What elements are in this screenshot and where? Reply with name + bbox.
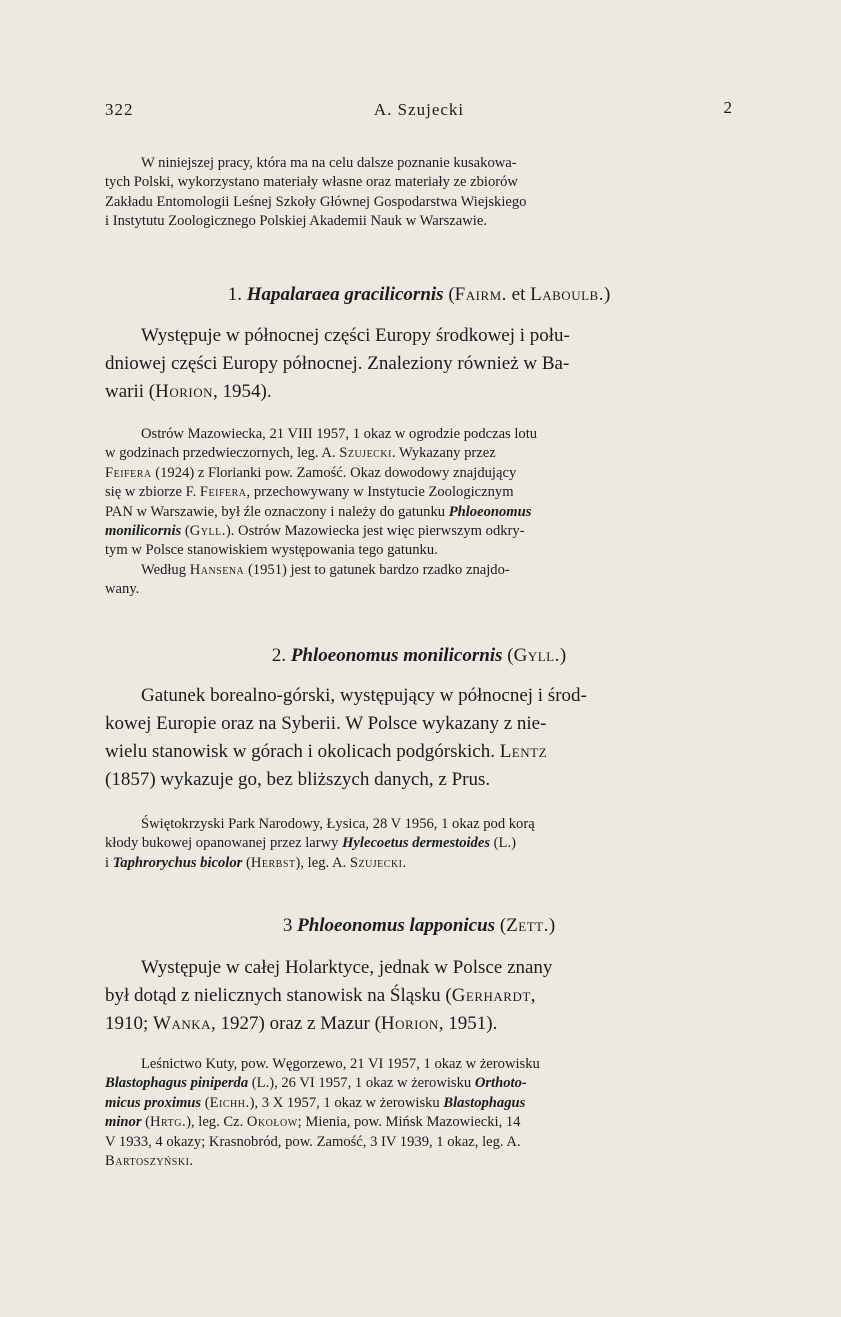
author-name: Herbst (250, 854, 296, 871)
text-run: ), 3 X 1957, 1 okaz w żerowisku (249, 1094, 444, 1111)
text-line: Występuje w północnej części Europy środkowej i połu- (141, 325, 570, 346)
species-name: Hapalaraea gracilicornis (246, 284, 444, 305)
species-2-distribution (105, 682, 733, 794)
text-run: ). Ostrów Mazowiecka jest więc pierwszym odkry- (225, 523, 525, 540)
text-run: , (530, 985, 536, 1006)
author-name: Hrtg. (150, 1114, 187, 1131)
author-name: Eichh. (209, 1094, 250, 1111)
taxon-name: Blastophagus (443, 1094, 526, 1111)
text-line: dniowej części Europy północnej. Znaleziony również w Ba- (105, 353, 570, 374)
text-line (105, 834, 733, 853)
text-line (105, 503, 733, 522)
species-number: 2. (271, 645, 287, 666)
running-header (105, 100, 733, 124)
taxon-name: Orthoto- (474, 1075, 527, 1092)
text-run: ( (201, 1094, 210, 1111)
paren: ( (507, 645, 514, 666)
text-line: Występuje w całej Holarktyce, jednak w Polsce znany (141, 957, 553, 978)
text-run: i (105, 854, 113, 871)
species-number: 3 (282, 915, 293, 936)
species-heading-2 (105, 645, 733, 667)
text-line (105, 854, 733, 873)
signature-mark: 2 (723, 98, 733, 117)
species-authority: Fairm. (454, 284, 507, 305)
text-run: (1924) z Florianki pow. Zamość. Okaz dowodowy znajdujący (151, 464, 517, 481)
species-authority: Gyll. (513, 645, 560, 666)
authority-joiner: et (506, 284, 531, 305)
text-line (105, 1074, 733, 1093)
text-line: Zakładu Entomologii Leśnej Szkoły Głównej Gospodarstwa Wiejskiego (105, 193, 527, 210)
text-run: się w zbiorze F. (105, 484, 200, 501)
text-line (105, 738, 733, 766)
text-run: warii ( (105, 381, 156, 402)
author-name: Hansena (189, 561, 245, 578)
text-run: (L.), 26 VI 1957, 1 okaz w żerowisku (248, 1075, 475, 1092)
text-line (105, 522, 733, 541)
text-run: w godzinach przedwieczornych, leg. A. (105, 445, 340, 462)
text-run: (L.) (490, 835, 516, 852)
text-line: tym w Polsce stanowiskiem występowania tego gatunku. (105, 542, 438, 559)
author-name: Horion (380, 1013, 439, 1034)
paren: ( (448, 284, 455, 305)
text-line (105, 561, 733, 580)
text-line: wany. (105, 581, 140, 598)
text-run: ( (181, 523, 190, 540)
species-authority: Laboulb. (530, 284, 604, 305)
paren: ) (603, 284, 611, 305)
text-line (105, 378, 733, 406)
author-name: Okołow (246, 1114, 298, 1131)
text-line: V 1933, 4 okazy; Krasnobród, pow. Zamość, 3 IV 1939, 1 okaz, leg. A. (105, 1133, 521, 1150)
text-run: (1951) jest to gatunek bardzo rzadko znajdo- (244, 561, 510, 578)
author-name: Szujecki (349, 854, 403, 871)
text-run: kłody bukowej opanowanej przez larwy (105, 835, 343, 852)
taxon-name: micus proximus (105, 1094, 202, 1111)
species-authority: Zett. (506, 915, 549, 936)
species-1-records (105, 425, 733, 600)
taxon-name: Blastophagus piniperda (105, 1075, 249, 1092)
text-run: ; Mienia, pow. Mińsk Mazowiecki, 14 (297, 1114, 521, 1131)
text-run: . Wykazany przez (391, 445, 496, 462)
species-1-distribution (105, 322, 733, 406)
author-name: Szujecki (339, 445, 392, 462)
text-run: ), leg. A. (295, 854, 350, 871)
text-line: Bartoszyński. (105, 1153, 194, 1170)
species-name: Phloeonomus lapponicus (297, 915, 496, 936)
text-line: i Instytutu Zoologicznego Polskiej Akademii Nauk w Warszawie. (105, 213, 487, 230)
text-line (105, 982, 733, 1010)
text-line: Leśnictwo Kuty, pow. Węgorzewo, 21 VI 1957, 1 okaz w żerowisku (141, 1056, 540, 1072)
paren: ) (559, 645, 567, 666)
text-run: wielu stanowisk w górach i okolicach podgórskich. (105, 741, 500, 762)
text-line: Gatunek borealno-górski, występujący w północnej i środ- (141, 685, 587, 706)
intro-paragraph (105, 154, 733, 232)
text-run: Według (141, 561, 190, 578)
text-run: , 1927) oraz z Mazur ( (211, 1013, 381, 1034)
species-3-distribution (105, 954, 733, 1038)
author-name: Gerhardt (451, 985, 531, 1006)
species-heading-1 (105, 284, 733, 306)
text-run: , przechowywany w Instytucie Zoologicznym (246, 484, 514, 501)
species-2-records (105, 815, 733, 873)
paren: ( (499, 915, 507, 936)
text-run: ( (141, 1114, 151, 1131)
text-run: PAN w Warszawie, był źle oznaczony i należy do gatunku (105, 503, 449, 520)
text-line: (1857) wykazuje go, bez bliższych danych, z Prus. (105, 769, 491, 790)
author-name: Feifera (105, 464, 152, 481)
species-3-records (105, 1055, 733, 1171)
text-run: . (402, 854, 407, 871)
text-line: Ostrów Mazowiecka, 21 VIII 1957, 1 okaz w ogrodzie podczas lotu (141, 426, 538, 442)
text-line (105, 444, 733, 463)
taxon-name: Phloeonomus (448, 503, 532, 520)
taxon-name: Hylecoetus dermestoides (342, 835, 491, 852)
author-name: Lentz (499, 741, 548, 762)
species-name: Phloeonomus monilicornis (290, 645, 503, 666)
text-line (105, 1113, 733, 1132)
text-line: Świętokrzyski Park Narodowy, Łysica, 28 V 1956, 1 okaz pod korą (141, 816, 535, 832)
text-run: był dotąd z nielicznych stanowisk na Śląsku ( (105, 985, 452, 1006)
taxon-name: Taphrorychus bicolor (112, 854, 243, 871)
text-line: kowej Europie oraz na Syberii. W Polsce wykazany z nie- (105, 713, 547, 734)
text-line (105, 464, 733, 483)
author-name: Gyll. (189, 523, 226, 540)
taxon-name: minor (105, 1114, 142, 1131)
page-number: 322 (105, 100, 134, 119)
paren: ) (548, 915, 556, 936)
text-run: , 1954). (213, 381, 272, 402)
species-heading-3 (105, 915, 733, 937)
text-line (105, 1010, 733, 1038)
species-number: 1. (227, 284, 242, 305)
text-line (105, 483, 733, 502)
text-run: ( (242, 854, 251, 871)
author-name: Wanka (153, 1013, 212, 1034)
text-line: tych Polski, wykorzystano materiały własne oraz materiały ze zbiorów (105, 174, 518, 191)
text-run: ), leg. Cz. (186, 1114, 247, 1131)
author-name: Horion (155, 381, 214, 402)
text-run: 1910; (105, 1013, 154, 1034)
author-name: Feifera (199, 484, 247, 501)
text-line (105, 1094, 733, 1113)
taxon-name: monilicornis (105, 523, 182, 540)
text-line: W niniejszej pracy, która ma na celu dalsze poznanie kusakowa- (141, 155, 517, 171)
text-run: , 1951). (438, 1013, 498, 1034)
running-author: A. Szujecki (373, 100, 465, 119)
